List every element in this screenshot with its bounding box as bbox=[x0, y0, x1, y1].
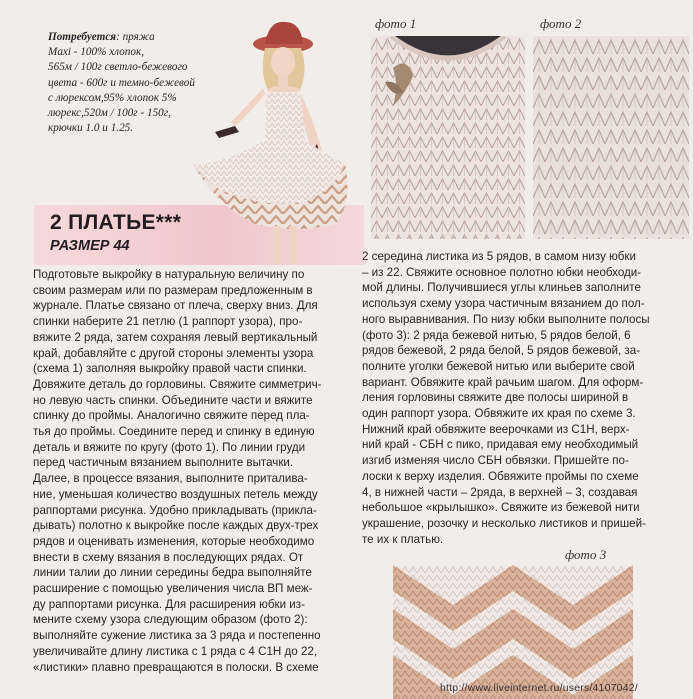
text-line: полните уголки бежевой нитью или выберите свой bbox=[362, 359, 635, 373]
text-line: увеличивайте длину листика с 1 ряда с 4 С1Н до 22, bbox=[33, 644, 318, 658]
text-line: перед частичным вязанием выполните вытачки. bbox=[33, 456, 294, 470]
text-line: ду раппортами рисунка. Для расширения юбки из- bbox=[33, 597, 305, 611]
text-line: мените схему узора следующим образом (фото 2): bbox=[33, 613, 308, 627]
text-line: Нижний край обвяжите веерочками из С1Н, верх- bbox=[362, 422, 630, 436]
materials-line: 565м / 100г светло-бежевого bbox=[48, 61, 188, 74]
text-line: своим размерам или по размерам предложенным в bbox=[33, 283, 313, 297]
text-line: ние, уменьшая количество воздушных петель между bbox=[33, 487, 318, 501]
text-line: Довяжите деталь до горловины. Свяжите симметрич- bbox=[33, 377, 322, 391]
text-line: расширение с помощью увеличения числа ВП меж- bbox=[33, 582, 313, 596]
text-line: рядов бежевой, 2 ряда белой, 5 рядов бежевой, за- bbox=[362, 344, 641, 358]
model-photo bbox=[185, 14, 365, 264]
text-line: Далее, в процессе вязания, выполните приталива- bbox=[33, 472, 308, 486]
text-line: – из 22. Свяжите основное полотно юбки необходи- bbox=[362, 265, 642, 279]
text-line: ного выравнивания. По низу юбки выполните полосы bbox=[362, 312, 650, 326]
text-line: внести в схему вязания в последующих рядах. От bbox=[33, 550, 304, 564]
text-line: но левую часть спинки. Объедините части и вяжите bbox=[33, 393, 313, 407]
photo-2 bbox=[533, 36, 689, 239]
text-line: 2 середина листика из 5 рядов, в самом низу юбки bbox=[362, 250, 636, 263]
materials-line: цвета - 600г и темно-бежевой bbox=[48, 76, 195, 89]
text-line: выполняйте сужение листика за 3 ряда и постепенно bbox=[33, 629, 321, 643]
materials-line: с люрексом,95% хлопок 5% bbox=[48, 91, 177, 104]
text-line: используя схему узора частичным вязанием до пол- bbox=[362, 297, 645, 311]
text-line: (схема 1) заполняя выкройку правой части спинки. bbox=[33, 362, 307, 376]
text-line: вяжите 2 ряда, затем сохраняя левый вертикальный bbox=[33, 330, 318, 344]
text-line: украшение, розочку и несколько листиков и пришей- bbox=[362, 516, 646, 530]
text-line: рядов и оценивать изменения, которые необходимо bbox=[33, 534, 315, 548]
text-line: спинки наберите 21 петлю (1 раппорт узора), про- bbox=[33, 315, 303, 329]
text-line: Подготовьте выкройку в натуральную величину по bbox=[33, 268, 305, 281]
text-line: ний край - СБН с пико, придавая ему необходимый bbox=[362, 438, 639, 452]
photo-1 bbox=[371, 36, 525, 239]
materials-label: Потребуется bbox=[48, 31, 117, 43]
materials-line: : пряжа bbox=[116, 31, 155, 43]
text-line: один раппорт узора. Обвяжите их края по схеме 3. bbox=[362, 407, 636, 421]
text-line: мой длины. Получившиеся углы клиньев заполните bbox=[362, 281, 641, 295]
dress-title: 2 ПЛАТЬЕ*** bbox=[50, 211, 182, 234]
text-line: (фото 3): 2 ряда бежевой нитью, 5 рядов белой, 6 bbox=[362, 328, 631, 342]
text-line: ления горловины свяжите две полосы шириной в bbox=[362, 391, 629, 405]
photo-3 bbox=[393, 565, 633, 699]
materials-line: крючки 1.0 и 1.25. bbox=[48, 122, 134, 135]
photo-2-caption: фото 2 bbox=[540, 16, 582, 31]
photo-1-caption: фото 1 bbox=[375, 16, 417, 31]
text-line: вариант. Обвяжите край рачьим шагом. Для оформ- bbox=[362, 375, 644, 389]
text-line: лоски к верху изделия. Обвяжите проймы по схеме bbox=[362, 469, 639, 483]
instructions-left-column bbox=[33, 267, 359, 675]
materials-line: люрекс,520м / 100г - 150г, bbox=[48, 107, 171, 120]
source-url[interactable]: http://www.liveinternet.ru/users/4107042/ bbox=[440, 682, 638, 694]
text-line: «листики» плавно превращаются в полоски. В схеме bbox=[33, 660, 319, 674]
photo-3-caption: фото 3 bbox=[565, 547, 607, 562]
text-line: деталь и вяжите по кругу (фото 1). По линии груди bbox=[33, 440, 306, 454]
text-line: тья до проймы. Соедините перед и спинку в единую bbox=[33, 425, 315, 439]
text-line: изгиб изменяя число СБН обвязки. Пришейте по- bbox=[362, 454, 629, 468]
text-line: край, добавляйте с другой стороны элементы узора bbox=[33, 346, 314, 360]
dress-size: РАЗМЕР 44 bbox=[50, 238, 130, 254]
instructions-right-column bbox=[362, 249, 692, 547]
text-line: 4, в нижней части – 2ряда, в верхней – 3, создавая bbox=[362, 485, 638, 499]
text-line: линии талии до линии середины бедра выполняйте bbox=[33, 566, 312, 580]
text-line: спинку до проймы. Аналогично свяжите перед пла- bbox=[33, 409, 310, 423]
text-line: дывать) полотно к выкройке после каждых двух-трех bbox=[33, 519, 319, 533]
text-line: небольшое «крылышко». Свяжите из бежевой нити bbox=[362, 501, 640, 515]
materials-line: Maxi - 100% хлопок, bbox=[48, 46, 144, 59]
text-line: те их к платью. bbox=[362, 532, 444, 546]
text-line: журнале. Платье связано от плеча, сверху вниз. Для bbox=[33, 299, 318, 313]
text-line: раппортами рисунка. Удобно прикладывать (прикла- bbox=[33, 503, 317, 517]
